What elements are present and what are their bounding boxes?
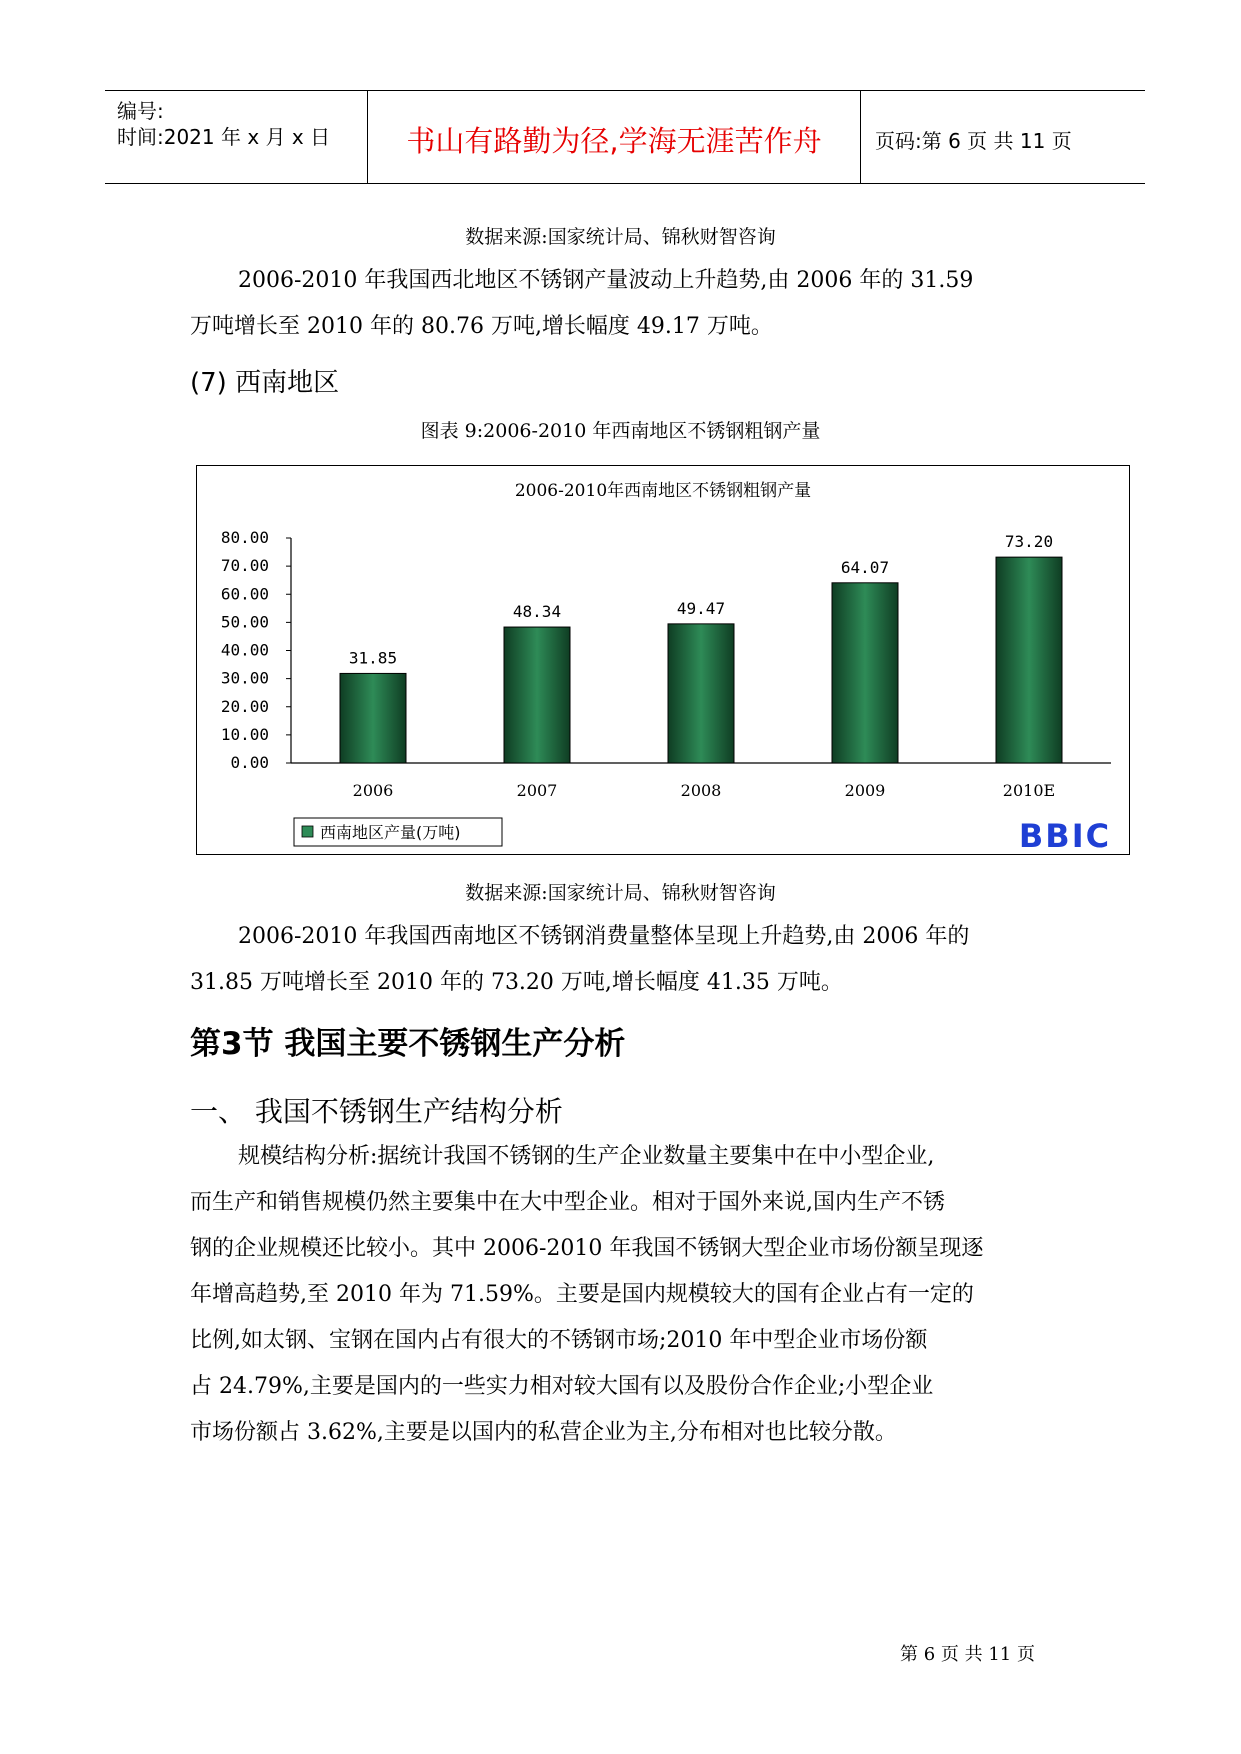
paragraph-line: 规模结构分析:据统计我国不锈钢的生产企业数量主要集中在中小型企业, — [238, 1144, 935, 1169]
data-label: 64.07 — [840, 557, 890, 577]
y-tick-label: 70.00 — [220, 556, 269, 576]
header-motto: 书山有路勤为径,学海无涯苦作舟 — [406, 124, 822, 158]
paragraph-southwest — [190, 914, 1060, 1006]
paragraph-line: 比例,如太钢、宝钢在国内占有很大的不锈钢市场;2010 年中型企业市场份额 — [190, 1328, 928, 1353]
y-tick-label: 20.00 — [220, 696, 269, 716]
paragraph-line: 31.85 万吨增长至 2010 年的 73.20 万吨,增长幅度 41.35 万吨。 — [190, 970, 843, 995]
bar-chart — [196, 465, 1130, 855]
bar — [504, 627, 570, 763]
legend-swatch — [302, 826, 313, 837]
header-page-cell — [861, 91, 1145, 183]
bar — [340, 673, 406, 763]
source-bottom: 数据来源:国家统计局、锦秋财智咨询 — [465, 882, 776, 904]
y-tick-label: 80.00 — [220, 528, 269, 547]
data-label: 48.34 — [512, 602, 562, 622]
header-page-label: 页码:第 6 页 共 11 页 — [875, 129, 1072, 153]
figure-caption: 图表 9:2006-2010 年西南地区不锈钢粗钢产量 — [420, 420, 821, 442]
data-label: 73.20 — [1004, 532, 1054, 552]
header-left-cell — [105, 91, 368, 183]
data-label: 31.85 — [348, 648, 398, 668]
chart-legend — [294, 818, 502, 846]
header-motto-cell — [368, 91, 861, 183]
bbic-logo-watermark: BBIC — [1018, 817, 1112, 854]
y-tick-label: 0.00 — [230, 753, 269, 772]
y-tick-label: 50.00 — [220, 612, 269, 632]
y-tick-label: 10.00 — [220, 724, 269, 744]
heading-subsection1: 一、 我国不锈钢生产结构分析 — [190, 1095, 563, 1128]
paragraph-line: 2006-2010 年我国西南地区不锈钢消费量整体呈现上升趋势,由 2006 年的 — [238, 924, 970, 949]
page-header — [105, 90, 1145, 184]
paragraph-line: 年增高趋势,至 2010 年为 71.59%。主要是国内规模较大的国有企业占有一定的 — [190, 1282, 974, 1307]
x-tick-label: 2010E — [1002, 781, 1056, 800]
bar — [832, 583, 898, 763]
y-tick-label: 40.00 — [220, 640, 269, 660]
x-tick-label: 2008 — [680, 781, 722, 800]
heading-section3: 第3节 我国主要不锈钢生产分析 — [190, 1026, 626, 1062]
paragraph-line: 市场份额占 3.62%,主要是以国内的私营企业为主,分布相对也比较分散。 — [190, 1420, 897, 1445]
bar-chart-svg — [197, 466, 1129, 854]
paragraph-line: 而生产和销售规模仍然主要集中在大中型企业。相对于国外来说,国内生产不锈 — [190, 1190, 945, 1215]
bar — [996, 557, 1062, 763]
paragraph-structure — [190, 1134, 1060, 1456]
header-number-label: 编号: — [117, 99, 164, 123]
legend-label: 西南地区产量(万吨) — [320, 823, 461, 842]
y-tick-label: 30.00 — [220, 668, 269, 688]
x-tick-label: 2007 — [516, 781, 558, 800]
paragraph-line: 2006-2010 年我国西北地区不锈钢产量波动上升趋势,由 2006 年的 31.59 — [238, 268, 974, 293]
x-tick-label: 2009 — [844, 781, 886, 800]
y-tick-label: 60.00 — [220, 584, 269, 604]
paragraph-line: 万吨增长至 2010 年的 80.76 万吨,增长幅度 49.17 万吨。 — [190, 314, 773, 339]
data-label: 49.47 — [676, 598, 726, 618]
paragraph-line: 占 24.79%,主要是国内的一些实力相对较大国有以及股份合作企业;小型企业 — [190, 1374, 934, 1399]
header-date-label: 时间:2021 年 x 月 x 日 — [117, 125, 331, 149]
paragraph-northwest — [190, 258, 1060, 350]
page-footer: 第 6 页 共 11 页 — [900, 1644, 1035, 1665]
chart-title: 2006-2010年西南地区不锈钢粗钢产量 — [514, 481, 812, 501]
bar — [668, 624, 734, 763]
paragraph-line: 钢的企业规模还比较小。其中 2006-2010 年我国不锈钢大型企业市场份额呈现逐 — [190, 1236, 984, 1261]
section-southwest: (7) 西南地区 — [190, 368, 340, 398]
x-tick-label: 2006 — [352, 781, 394, 800]
source-top: 数据来源:国家统计局、锦秋财智咨询 — [465, 226, 776, 248]
